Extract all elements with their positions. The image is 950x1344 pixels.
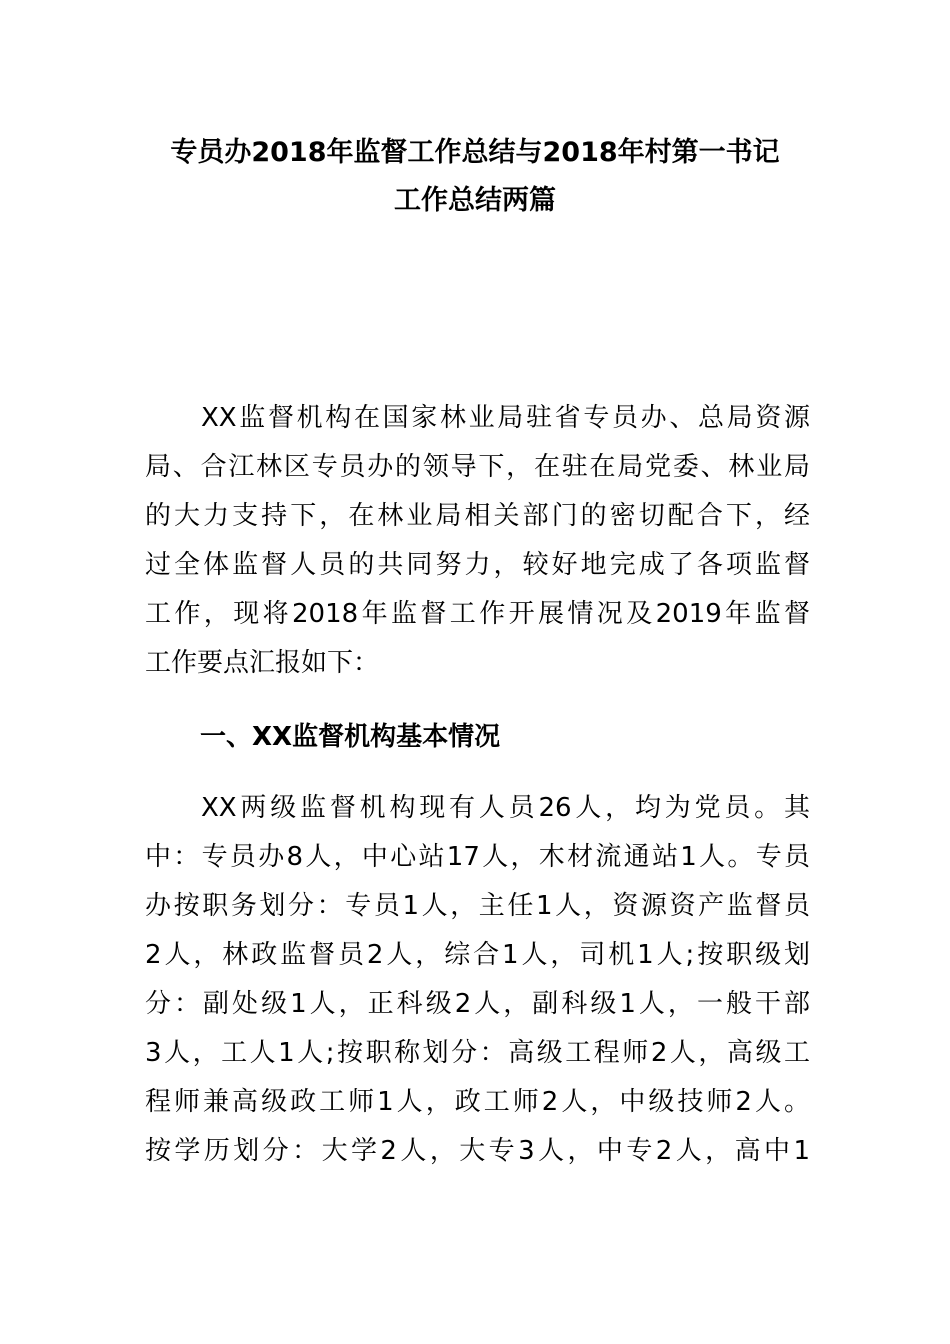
paragraph-line: 的大力支持下，在林业局相关部门的密切配合下，经 — [145, 501, 810, 531]
paragraph-line: XX监督机构在国家林业局驻省专员办、总局资源 — [201, 403, 810, 433]
paragraph-line: 过全体监督人员的共同努力，较好地完成了各项监督 — [145, 550, 810, 580]
paragraph-line: XX两级监督机构现有人员26人，均为党员。其 — [201, 793, 810, 823]
paragraph-basic-info — [145, 784, 810, 1176]
paragraph-line: 工作，现将2018年监督工作开展情况及2019年监督 — [145, 599, 810, 629]
paragraph-intro — [145, 394, 810, 688]
paragraph-line: 程师兼高级政工师1人，政工师2人，中级技师2人。 — [145, 1087, 810, 1117]
paragraph-line: 办按职务划分：专员1人，主任1人，资源资产监督员 — [145, 891, 810, 921]
paragraph-line: 分：副处级1人，正科级2人，副科级1人，一般干部 — [145, 989, 810, 1019]
paragraph-line: 中：专员办8人，中心站17人，木材流通站1人。专员 — [145, 842, 810, 872]
document-title-line2: 工作总结两篇 — [394, 185, 556, 216]
document-title-line1: 专员办2018年监督工作总结与2018年村第一书记 — [170, 137, 780, 168]
paragraph-line: 局、合江林区专员办的领导下，在驻在局党委、林业局 — [145, 452, 810, 482]
paragraph-line: 3人，工人1人;按职称划分：高级工程师2人，高级工 — [145, 1038, 810, 1068]
paragraph-line: 2人，林政监督员2人，综合1人，司机1人;按职级划 — [145, 940, 810, 970]
section-heading: 一、XX监督机构基本情况 — [200, 722, 501, 752]
paragraph-line: 按学历划分：大学2人，大专3人，中专2人，高中1 — [145, 1136, 810, 1166]
paragraph-line: 工作要点汇报如下： — [145, 648, 380, 678]
